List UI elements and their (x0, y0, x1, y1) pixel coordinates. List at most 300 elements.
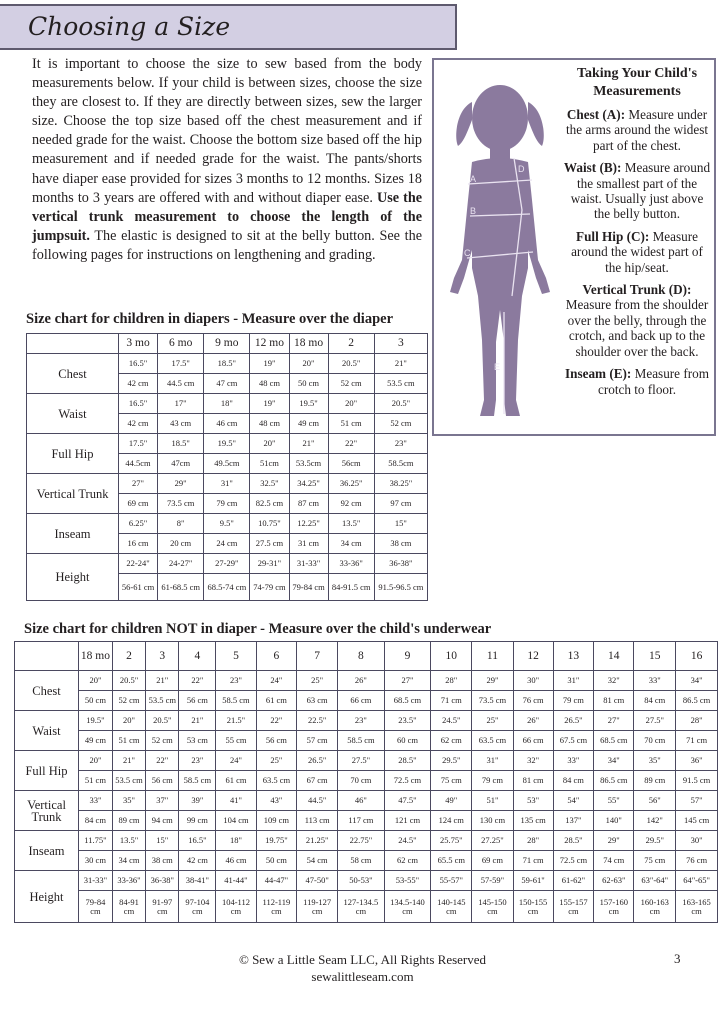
inch-cell: 30" (676, 831, 718, 851)
inch-cell: 27.5" (338, 751, 385, 771)
size-header: 3 (146, 642, 179, 671)
cm-cell: 155-157 cm (553, 891, 594, 923)
inch-cell: 20.5" (328, 354, 374, 374)
cm-cell: 150-155 cm (513, 891, 553, 923)
inch-cell: 23" (216, 671, 256, 691)
row-label: Full Hip (27, 434, 119, 474)
inch-cell: 57" (676, 791, 718, 811)
inch-cell: 21" (179, 711, 216, 731)
cm-cell: 70 cm (634, 731, 676, 751)
cm-cell: 86.5 cm (594, 771, 634, 791)
size-header: 6 mo (158, 334, 204, 354)
cm-cell: 76 cm (676, 851, 718, 871)
inch-cell: 23.5" (384, 711, 431, 731)
intro-text: It is important to choose the size to sew based from the body measurements below. If your child is between sizes, choose the size they are closest to. If they are directly between sizes, sew the larger size. Choose the top size based off the chest measurement and if needed grade for the waist. Choose the bottom size based off the hip measurement and if needed grade for the waist. The pants/shorts have diaper ease provided for sizes 3 months to 12 months. Sizes 18 months to 3 years are offered with and without diaper ease. (32, 56, 422, 206)
size-header: 9 (384, 642, 431, 671)
inch-cell: 29.5" (634, 831, 676, 851)
cm-cell: 79 cm (204, 494, 250, 514)
inch-cell: 21" (146, 671, 179, 691)
cm-cell: 145-150 cm (472, 891, 513, 923)
intro-paragraph (32, 55, 422, 265)
cm-cell: 58.5 cm (338, 731, 385, 751)
cm-cell: 56 cm (146, 771, 179, 791)
figure-label-a: A (470, 174, 477, 184)
cm-cell: 53 cm (179, 731, 216, 751)
cm-cell: 91.5 cm (676, 771, 718, 791)
cm-cell: 137" (553, 811, 594, 831)
cm-cell: 163-165 cm (676, 891, 718, 923)
table-row (27, 434, 428, 454)
inch-cell: 11.75" (79, 831, 113, 851)
inch-cell: 22" (179, 671, 216, 691)
cm-cell: 38 cm (146, 851, 179, 871)
cm-cell: 91-97 cm (146, 891, 179, 923)
inch-cell: 26" (513, 711, 553, 731)
cm-cell: 79-84 cm (79, 891, 113, 923)
size-header: 11 (472, 642, 513, 671)
cm-cell: 97 cm (374, 494, 427, 514)
row-label: Chest (27, 354, 119, 394)
cm-cell: 117 cm (338, 811, 385, 831)
size-chart-diapers (26, 333, 428, 601)
cm-cell: 91.5-96.5 cm (374, 574, 427, 601)
cm-cell: 71 cm (431, 691, 472, 711)
inch-cell: 8" (158, 514, 204, 534)
inch-cell: 29" (594, 831, 634, 851)
inch-cell: 22" (328, 434, 374, 454)
cm-cell: 130 cm (472, 811, 513, 831)
figure-label-d: D (518, 164, 525, 174)
cm-cell: 42 cm (179, 851, 216, 871)
inch-cell: 24" (256, 671, 297, 691)
cm-cell: 69 cm (472, 851, 513, 871)
table-row (15, 691, 718, 711)
inch-cell: 26" (338, 671, 385, 691)
inch-cell: 20" (79, 751, 113, 771)
inch-cell: 41-44" (216, 871, 256, 891)
inch-cell: 50-53" (338, 871, 385, 891)
cm-cell: 79-84 cm (289, 574, 328, 601)
guide-item-hip: Full Hip (C): Measure around the widest part of the hip/seat. (571, 228, 703, 275)
inch-cell: 31" (553, 671, 594, 691)
inch-cell: 13.5" (112, 831, 145, 851)
cm-cell: 74-79 cm (250, 574, 289, 601)
cm-cell: 50 cm (79, 691, 113, 711)
cm-cell: 57 cm (297, 731, 338, 751)
inch-cell: 19.5" (79, 711, 113, 731)
row-label: Chest (15, 671, 79, 711)
inch-cell: 43" (256, 791, 297, 811)
cm-cell: 53.5 cm (112, 771, 145, 791)
table-row (15, 751, 718, 771)
cm-cell: 52 cm (112, 691, 145, 711)
inch-cell: 18.5" (158, 434, 204, 454)
inch-cell: 34.25" (289, 474, 328, 494)
page-number: 3 (674, 951, 681, 966)
table1-title: Size chart for children in diapers - Measure over the diaper (26, 311, 394, 327)
cm-cell: 97-104 cm (179, 891, 216, 923)
cm-cell: 119-127 cm (297, 891, 338, 923)
cm-cell: 61-68.5 cm (158, 574, 204, 601)
cm-cell: 84 cm (634, 691, 676, 711)
cm-cell: 38 cm (374, 534, 427, 554)
figure-label-c: C (464, 248, 471, 258)
cm-cell: 42 cm (119, 374, 158, 394)
cm-cell: 140" (594, 811, 634, 831)
inch-cell: 33" (79, 791, 113, 811)
table-row (15, 871, 718, 891)
cm-cell: 71 cm (676, 731, 718, 751)
size-header: 15 (634, 642, 676, 671)
inch-cell: 25" (256, 751, 297, 771)
cm-cell: 67 cm (297, 771, 338, 791)
cm-cell: 84 cm (79, 811, 113, 831)
table-row (15, 891, 718, 923)
inch-cell: 21" (374, 354, 427, 374)
cm-cell: 140-145 cm (431, 891, 472, 923)
inch-cell: 27" (119, 474, 158, 494)
cm-cell: 68.5-74 cm (204, 574, 250, 601)
inch-cell: 9.5" (204, 514, 250, 534)
inch-cell: 25" (297, 671, 338, 691)
size-header: 4 (179, 642, 216, 671)
inch-cell: 38-41" (179, 871, 216, 891)
inch-cell: 31-33" (289, 554, 328, 574)
cm-cell: 68.5 cm (594, 731, 634, 751)
intro-rest: The elastic is designed to sit at the belly button. See the following pages for instructions on lengthening and grading. (32, 227, 422, 263)
copyright: © Sew a Little Seam LLC, All Rights Reserved (238, 952, 487, 967)
inch-cell: 31-33" (79, 871, 113, 891)
cm-cell: 84-91.5 cm (328, 574, 374, 601)
cm-cell: 79 cm (472, 771, 513, 791)
title-bar (0, 4, 457, 50)
inch-cell: 27.25" (472, 831, 513, 851)
inch-cell: 64"-65" (676, 871, 718, 891)
inch-cell: 24" (216, 751, 256, 771)
guide-item-trunk: Vertical Trunk (D): Measure from the shoulder over the belly, through the crotch, and back up to the shoulder over the back. (565, 282, 709, 359)
inch-cell: 18" (216, 831, 256, 851)
cm-cell: 134.5-140 cm (384, 891, 431, 923)
inch-cell: 59-61" (513, 871, 553, 891)
inch-cell: 32.5" (250, 474, 289, 494)
cm-cell: 54 cm (297, 851, 338, 871)
cm-cell: 127-134.5 cm (338, 891, 385, 923)
child-figure-illustration (434, 80, 564, 425)
size-header: 12 (513, 642, 553, 671)
cm-cell: 62 cm (384, 851, 431, 871)
inch-cell: 19.5" (289, 394, 328, 414)
size-header: 2 (328, 334, 374, 354)
inch-cell: 29.5" (431, 751, 472, 771)
cm-cell: 50 cm (289, 374, 328, 394)
inch-cell: 41" (216, 791, 256, 811)
inch-cell: 22" (146, 751, 179, 771)
cm-cell: 51cm (250, 454, 289, 474)
inch-cell: 29" (472, 671, 513, 691)
size-header: 10 (431, 642, 472, 671)
inch-cell: 29" (158, 474, 204, 494)
inch-cell: 6.25" (119, 514, 158, 534)
cm-cell: 113 cm (297, 811, 338, 831)
row-label: Height (15, 871, 79, 923)
cm-cell: 46 cm (204, 414, 250, 434)
inch-cell: 29-31" (250, 554, 289, 574)
cm-cell: 48 cm (250, 374, 289, 394)
inch-cell: 55-57" (431, 871, 472, 891)
cm-cell: 30 cm (79, 851, 113, 871)
inch-cell: 28.5" (553, 831, 594, 851)
inch-cell: 36.25" (328, 474, 374, 494)
inch-cell: 22" (256, 711, 297, 731)
size-header: 16 (676, 642, 718, 671)
guide-item-inseam: Inseam (E): Measure from crotch to floor. (565, 366, 709, 397)
cm-cell: 112-119 cm (256, 891, 297, 923)
inch-cell: 21.5" (216, 711, 256, 731)
cm-cell: 109 cm (256, 811, 297, 831)
row-label: Vertical Trunk (27, 474, 119, 514)
inch-cell: 19" (250, 394, 289, 414)
inch-cell: 21" (112, 751, 145, 771)
figure-label-e: E (494, 362, 501, 372)
inch-cell: 23" (179, 751, 216, 771)
inch-cell: 25.75" (431, 831, 472, 851)
cm-cell: 66 cm (338, 691, 385, 711)
inch-cell: 12.25" (289, 514, 328, 534)
inch-cell: 24.5" (431, 711, 472, 731)
cm-cell: 94 cm (146, 811, 179, 831)
table-row (15, 711, 718, 731)
inch-cell: 62-63" (594, 871, 634, 891)
page-title: Choosing a Size (28, 12, 231, 41)
cm-cell: 68.5 cm (384, 691, 431, 711)
cm-cell: 76 cm (513, 691, 553, 711)
cm-cell: 124 cm (431, 811, 472, 831)
cm-cell: 53.5 cm (374, 374, 427, 394)
inch-cell: 34" (676, 671, 718, 691)
cm-cell: 52 cm (374, 414, 427, 434)
inch-cell: 16.5" (179, 831, 216, 851)
inch-cell: 21.25" (297, 831, 338, 851)
cm-cell: 160-163 cm (634, 891, 676, 923)
table-row (15, 771, 718, 791)
inch-cell: 20" (328, 394, 374, 414)
cm-cell: 52 cm (146, 731, 179, 751)
inch-cell: 23" (338, 711, 385, 731)
inch-cell: 54" (553, 791, 594, 811)
cm-cell: 63.5 cm (472, 731, 513, 751)
cm-cell: 79 cm (553, 691, 594, 711)
inch-cell: 31" (204, 474, 250, 494)
cm-cell: 51 cm (328, 414, 374, 434)
row-label: Vertical Trunk (15, 791, 79, 831)
inch-cell: 27-29" (204, 554, 250, 574)
inch-cell: 28" (676, 711, 718, 731)
cm-cell: 56 cm (256, 731, 297, 751)
cm-cell: 145 cm (676, 811, 718, 831)
inch-cell: 13.5" (328, 514, 374, 534)
inch-cell: 55" (594, 791, 634, 811)
cm-cell: 81 cm (594, 691, 634, 711)
cm-cell: 142" (634, 811, 676, 831)
inch-cell: 17.5" (158, 354, 204, 374)
inch-cell: 31" (472, 751, 513, 771)
inch-cell: 28.5" (384, 751, 431, 771)
table-row (27, 514, 428, 534)
cm-cell: 157-160 cm (594, 891, 634, 923)
inch-cell: 10.75" (250, 514, 289, 534)
inch-cell: 30" (513, 671, 553, 691)
intro-bold: Use the vertical trunk measurement to choose the length of the jumpsuit. (32, 189, 423, 244)
cm-cell: 61 cm (256, 691, 297, 711)
inch-cell: 47-50" (297, 871, 338, 891)
size-header: 2 (112, 642, 145, 671)
inch-cell: 28" (513, 831, 553, 851)
size-header: 14 (594, 642, 634, 671)
inch-cell: 61-62" (553, 871, 594, 891)
size-chart-no-diaper (14, 641, 718, 923)
cm-cell: 82.5 cm (250, 494, 289, 514)
inch-cell: 39" (179, 791, 216, 811)
cm-cell: 104-112 cm (216, 891, 256, 923)
inch-cell: 20.5" (112, 671, 145, 691)
cm-cell: 63.5 cm (256, 771, 297, 791)
inch-cell: 19.5" (204, 434, 250, 454)
cm-cell: 58.5 cm (179, 771, 216, 791)
inch-cell: 44.5" (297, 791, 338, 811)
cm-cell: 89 cm (112, 811, 145, 831)
cm-cell: 65.5 cm (431, 851, 472, 871)
table-row (15, 851, 718, 871)
inch-cell: 20" (289, 354, 328, 374)
corner-cell (27, 334, 119, 354)
cm-cell: 69 cm (119, 494, 158, 514)
inch-cell: 33-36" (112, 871, 145, 891)
table-row (27, 554, 428, 574)
cm-cell: 70 cm (338, 771, 385, 791)
inch-cell: 36" (676, 751, 718, 771)
inch-cell: 15" (374, 514, 427, 534)
size-header: 18 mo (79, 642, 113, 671)
inch-cell: 17.5" (119, 434, 158, 454)
inch-cell: 56" (634, 791, 676, 811)
cm-cell: 135 cm (513, 811, 553, 831)
inch-cell: 26.5" (297, 751, 338, 771)
cm-cell: 20 cm (158, 534, 204, 554)
cm-cell: 87 cm (289, 494, 328, 514)
cm-cell: 27.5 cm (250, 534, 289, 554)
cm-cell: 99 cm (179, 811, 216, 831)
inch-cell: 27" (594, 711, 634, 731)
cm-cell: 58.5 cm (216, 691, 256, 711)
cm-cell: 43 cm (158, 414, 204, 434)
inch-cell: 22.5" (297, 711, 338, 731)
measurement-guide-box (432, 58, 716, 436)
cm-cell: 44.5cm (119, 454, 158, 474)
inch-cell: 36-38" (146, 871, 179, 891)
cm-cell: 49 cm (79, 731, 113, 751)
row-label: Waist (15, 711, 79, 751)
cm-cell: 49 cm (289, 414, 328, 434)
cm-cell: 71 cm (513, 851, 553, 871)
inch-cell: 20" (79, 671, 113, 691)
cm-cell: 53.5 cm (146, 691, 179, 711)
cm-cell: 74 cm (594, 851, 634, 871)
inch-cell: 19" (250, 354, 289, 374)
inch-cell: 27" (384, 671, 431, 691)
cm-cell: 31 cm (289, 534, 328, 554)
inch-cell: 44-47" (256, 871, 297, 891)
inch-cell: 18" (204, 394, 250, 414)
inch-cell: 16.5" (119, 394, 158, 414)
inch-cell: 51" (472, 791, 513, 811)
inch-cell: 33" (634, 671, 676, 691)
inch-cell: 33" (553, 751, 594, 771)
inch-cell: 53" (513, 791, 553, 811)
cm-cell: 48 cm (250, 414, 289, 434)
table-row (15, 671, 718, 691)
cm-cell: 75 cm (431, 771, 472, 791)
inch-cell: 28" (431, 671, 472, 691)
inch-cell: 46" (338, 791, 385, 811)
cm-cell: 56cm (328, 454, 374, 474)
cm-cell: 34 cm (112, 851, 145, 871)
cm-cell: 84 cm (553, 771, 594, 791)
inch-cell: 17" (158, 394, 204, 414)
inch-cell: 38.25" (374, 474, 427, 494)
cm-cell: 58 cm (338, 851, 385, 871)
corner-cell (15, 642, 79, 671)
inch-cell: 37" (146, 791, 179, 811)
size-header: 9 mo (204, 334, 250, 354)
cm-cell: 46 cm (216, 851, 256, 871)
cm-cell: 34 cm (328, 534, 374, 554)
inch-cell: 24-27" (158, 554, 204, 574)
table-row (15, 731, 718, 751)
table-row (15, 791, 718, 811)
size-header: 7 (297, 642, 338, 671)
measurement-instructions (562, 65, 712, 404)
cm-cell: 60 cm (384, 731, 431, 751)
cm-cell: 67.5 cm (553, 731, 594, 751)
inch-cell: 49" (431, 791, 472, 811)
table-row (15, 811, 718, 831)
size-header: 3 mo (119, 334, 158, 354)
table-row (27, 394, 428, 414)
guide-item-chest: Chest (A): Measure under the arms around the widest part of the chest. (565, 107, 709, 153)
row-label: Full Hip (15, 751, 79, 791)
size-header: 12 mo (250, 334, 289, 354)
cm-cell: 53.5cm (289, 454, 328, 474)
cm-cell: 89 cm (634, 771, 676, 791)
inch-cell: 24.5" (384, 831, 431, 851)
inch-cell: 25" (472, 711, 513, 731)
cm-cell: 55 cm (216, 731, 256, 751)
inch-cell: 26.5" (553, 711, 594, 731)
cm-cell: 52 cm (328, 374, 374, 394)
inch-cell: 27.5" (634, 711, 676, 731)
inch-cell: 32" (513, 751, 553, 771)
cm-cell: 62 cm (431, 731, 472, 751)
inch-cell: 63"-64" (634, 871, 676, 891)
inch-cell: 22.75" (338, 831, 385, 851)
inch-cell: 20" (250, 434, 289, 454)
size-header: 13 (553, 642, 594, 671)
cm-cell: 61 cm (216, 771, 256, 791)
inch-cell: 23" (374, 434, 427, 454)
size-header: 8 (338, 642, 385, 671)
inch-cell: 32" (594, 671, 634, 691)
cm-cell: 47 cm (204, 374, 250, 394)
